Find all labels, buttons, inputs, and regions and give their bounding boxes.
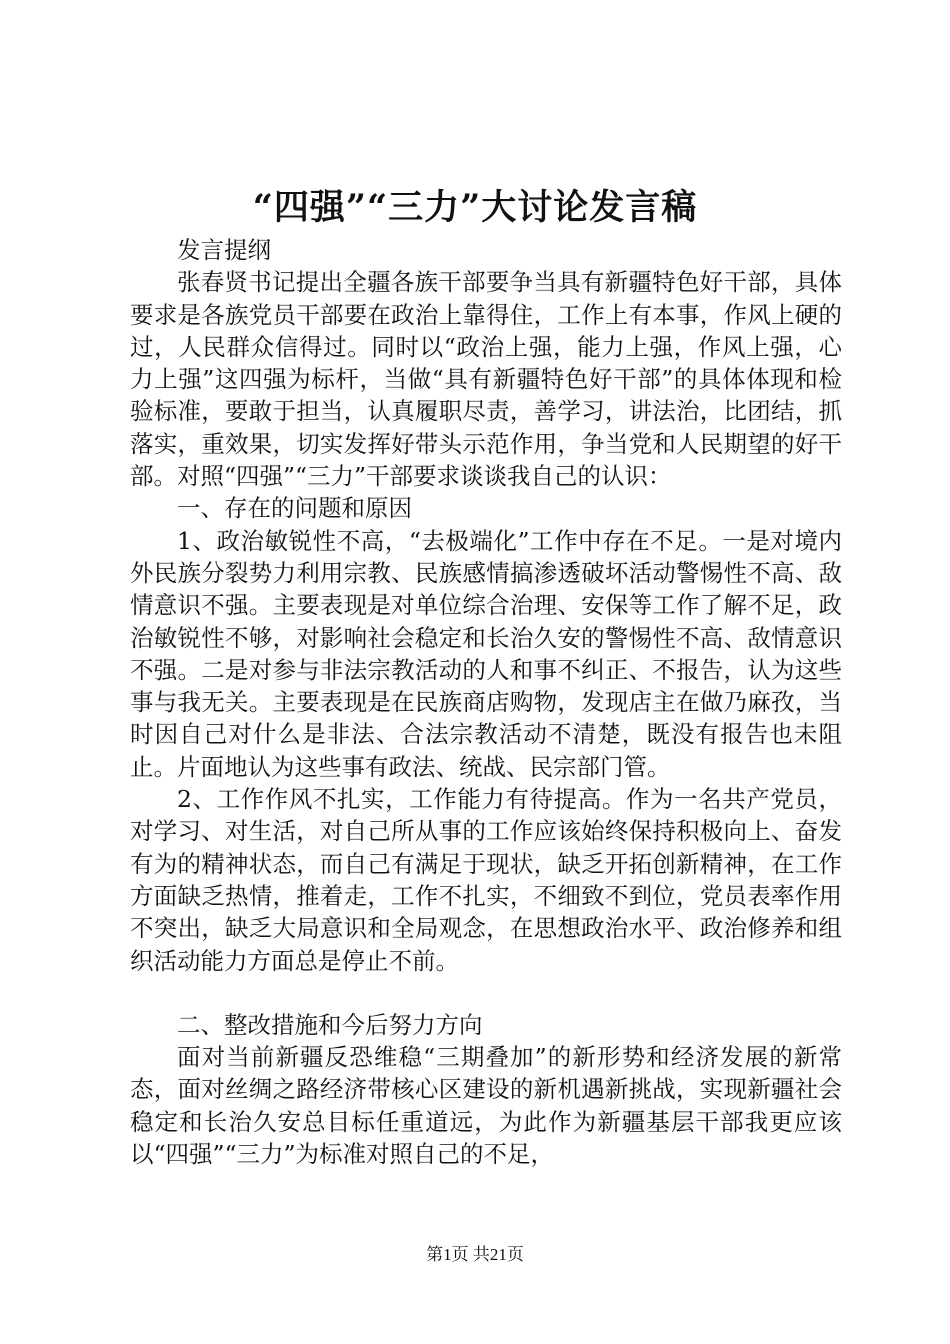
outline-heading: 发言提纲 [177,236,271,264]
measures-paragraph: 面对当前新疆反恐维稳“三期叠加”的新形势和经济发展的新常态，面对丝绸之路经济带核心区建设的新机遇新挑战，实现新疆社会稳定和长治久安总目标任重道远，为此作为新疆基层干部我更应该以“四强”“三力”为标准对照自己的不足， [130,1043,842,1169]
page-footer [0,1243,950,1267]
page-total: 共21页 [472,1245,524,1264]
section-heading-problems: 一、存在的问题和原因 [177,494,412,523]
intro-paragraph: 张春贤书记提出全疆各族干部要争当具有新疆特色好干部，具体要求是各族党员干部要在政治上靠得住，工作上有本事，作风上硬的过，人民群众信得过。同时以“政治上强，能力上强，作风上强，心力上强”这四强为标杆，当做“具有新疆特色好干部”的具体体现和检验标准，要敢于担当，认真履职尽责，善学习，讲法治，比团结，抓落实，重效果，切实发挥好带头示范作用，争当党和人民期望的好干部。对照“四强”“三力”干部要求谈谈我自己的认识： [130,268,842,491]
document-body [130,234,842,1170]
problem-paragraph-2: 2、工作作风不扎实，工作能力有待提高。作为一名共产党员，对学习、对生活，对自己所从事的工作应该始终保持积极向上、奋发有为的精神状态，而自己有满足于现状，缺乏开拓创新精神，在工作方面缺乏热情，推着走，工作不扎实，不细致不到位，党员表率作用不突出，缺乏大局意识和全局观念，在思想政治水平、政治修养和组织活动能力方面总是停止不前。 [130,785,842,975]
document-title: “四强”“三力”大讨论发言稿 [252,187,698,228]
section-heading-measures: 二、整改措施和今后努力方向 [177,1010,483,1039]
problem-paragraph-1: 1、政治敏锐性不高，“去极端化”工作中存在不足。一是对境内外民族分裂势力利用宗教、民族感情搞渗透破坏活动警惕性不高、敌情意识不强。主要表现是对单位综合治理、安保等工作了解不足，政治敏锐性不够，对影响社会稳定和长治久安的警惕性不高、敌情意识不强。二是对参与非法宗教活动的人和事不纠正、不报告，认为这些事与我无关。主要表现是在民族商店购物，发现店主在做乃麻孜，当时因自己对什么是非法、合法宗教活动不清楚，既没有报告也未阻止。片面地认为这些事有政法、统战、民宗部门管。 [130,526,842,781]
page-number: 第1页 [426,1245,469,1264]
